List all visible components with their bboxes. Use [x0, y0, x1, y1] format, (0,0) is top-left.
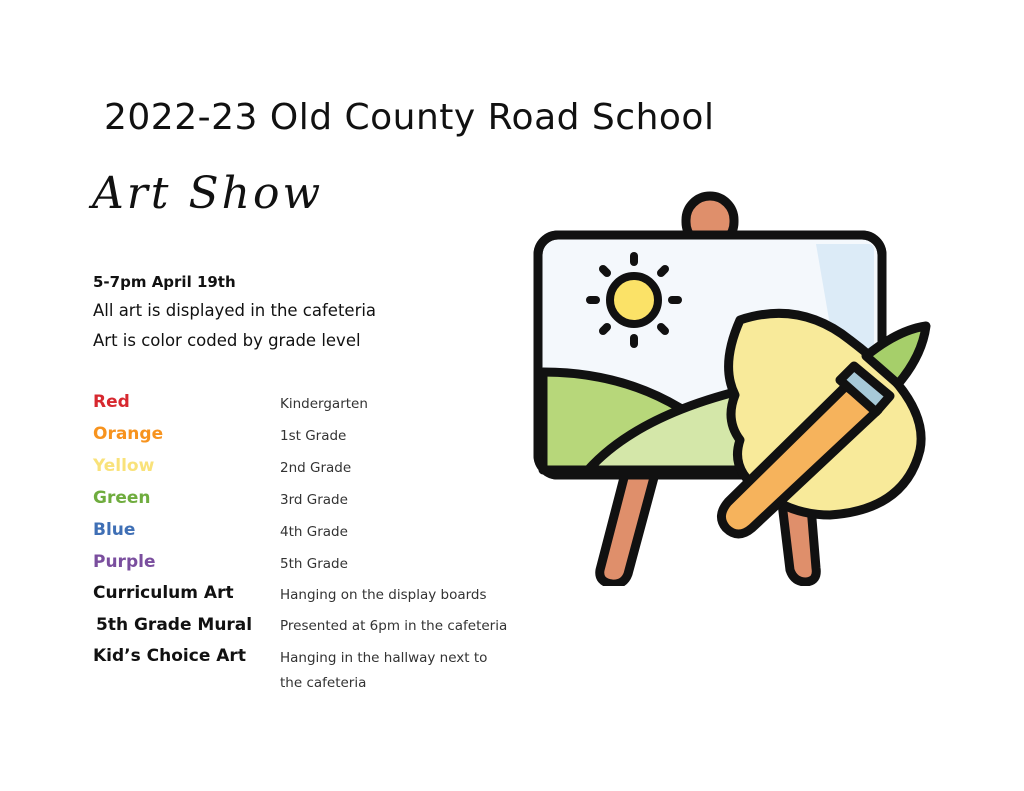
- legend-value-red: Kindergarten: [280, 396, 368, 412]
- page-title: 2022-23 Old County Road School: [104, 97, 715, 138]
- legend-key-kids-choice: Kid’s Choice Art: [93, 646, 246, 666]
- legend-value-blue: 4th Grade: [280, 524, 348, 540]
- legend-key-curriculum-art: Curriculum Art: [93, 583, 234, 603]
- legend-value-curriculum-art: Hanging on the display boards: [280, 587, 487, 603]
- legend-key-blue: Blue: [93, 520, 136, 540]
- art-show-heading: Art Show: [92, 168, 324, 219]
- legend-value-purple: 5th Grade: [280, 556, 348, 572]
- event-color-note: Art is color coded by grade level: [93, 331, 361, 350]
- legend-key-yellow: Yellow: [93, 456, 155, 476]
- legend-key-purple: Purple: [93, 552, 156, 572]
- legend-value-green: 3rd Grade: [280, 492, 348, 508]
- legend-key-green: Green: [93, 488, 151, 508]
- legend-value-yellow: 2nd Grade: [280, 460, 352, 476]
- legend-key-mural: 5th Grade Mural: [96, 615, 253, 635]
- event-time: 5-7pm April 19th: [93, 273, 236, 291]
- legend-value-kids-choice: Hanging in the hallway next to: [280, 650, 488, 666]
- legend-value-orange: 1st Grade: [280, 428, 347, 444]
- event-location: All art is displayed in the cafeteria: [93, 301, 377, 320]
- legend-key-orange: Orange: [93, 424, 164, 444]
- legend-key-red: Red: [93, 392, 130, 412]
- easel-painting-icon: [530, 186, 940, 586]
- legend-value-kids-choice-cont: the cafeteria: [280, 675, 367, 691]
- legend-value-mural: Presented at 6pm in the cafeteria: [280, 618, 508, 634]
